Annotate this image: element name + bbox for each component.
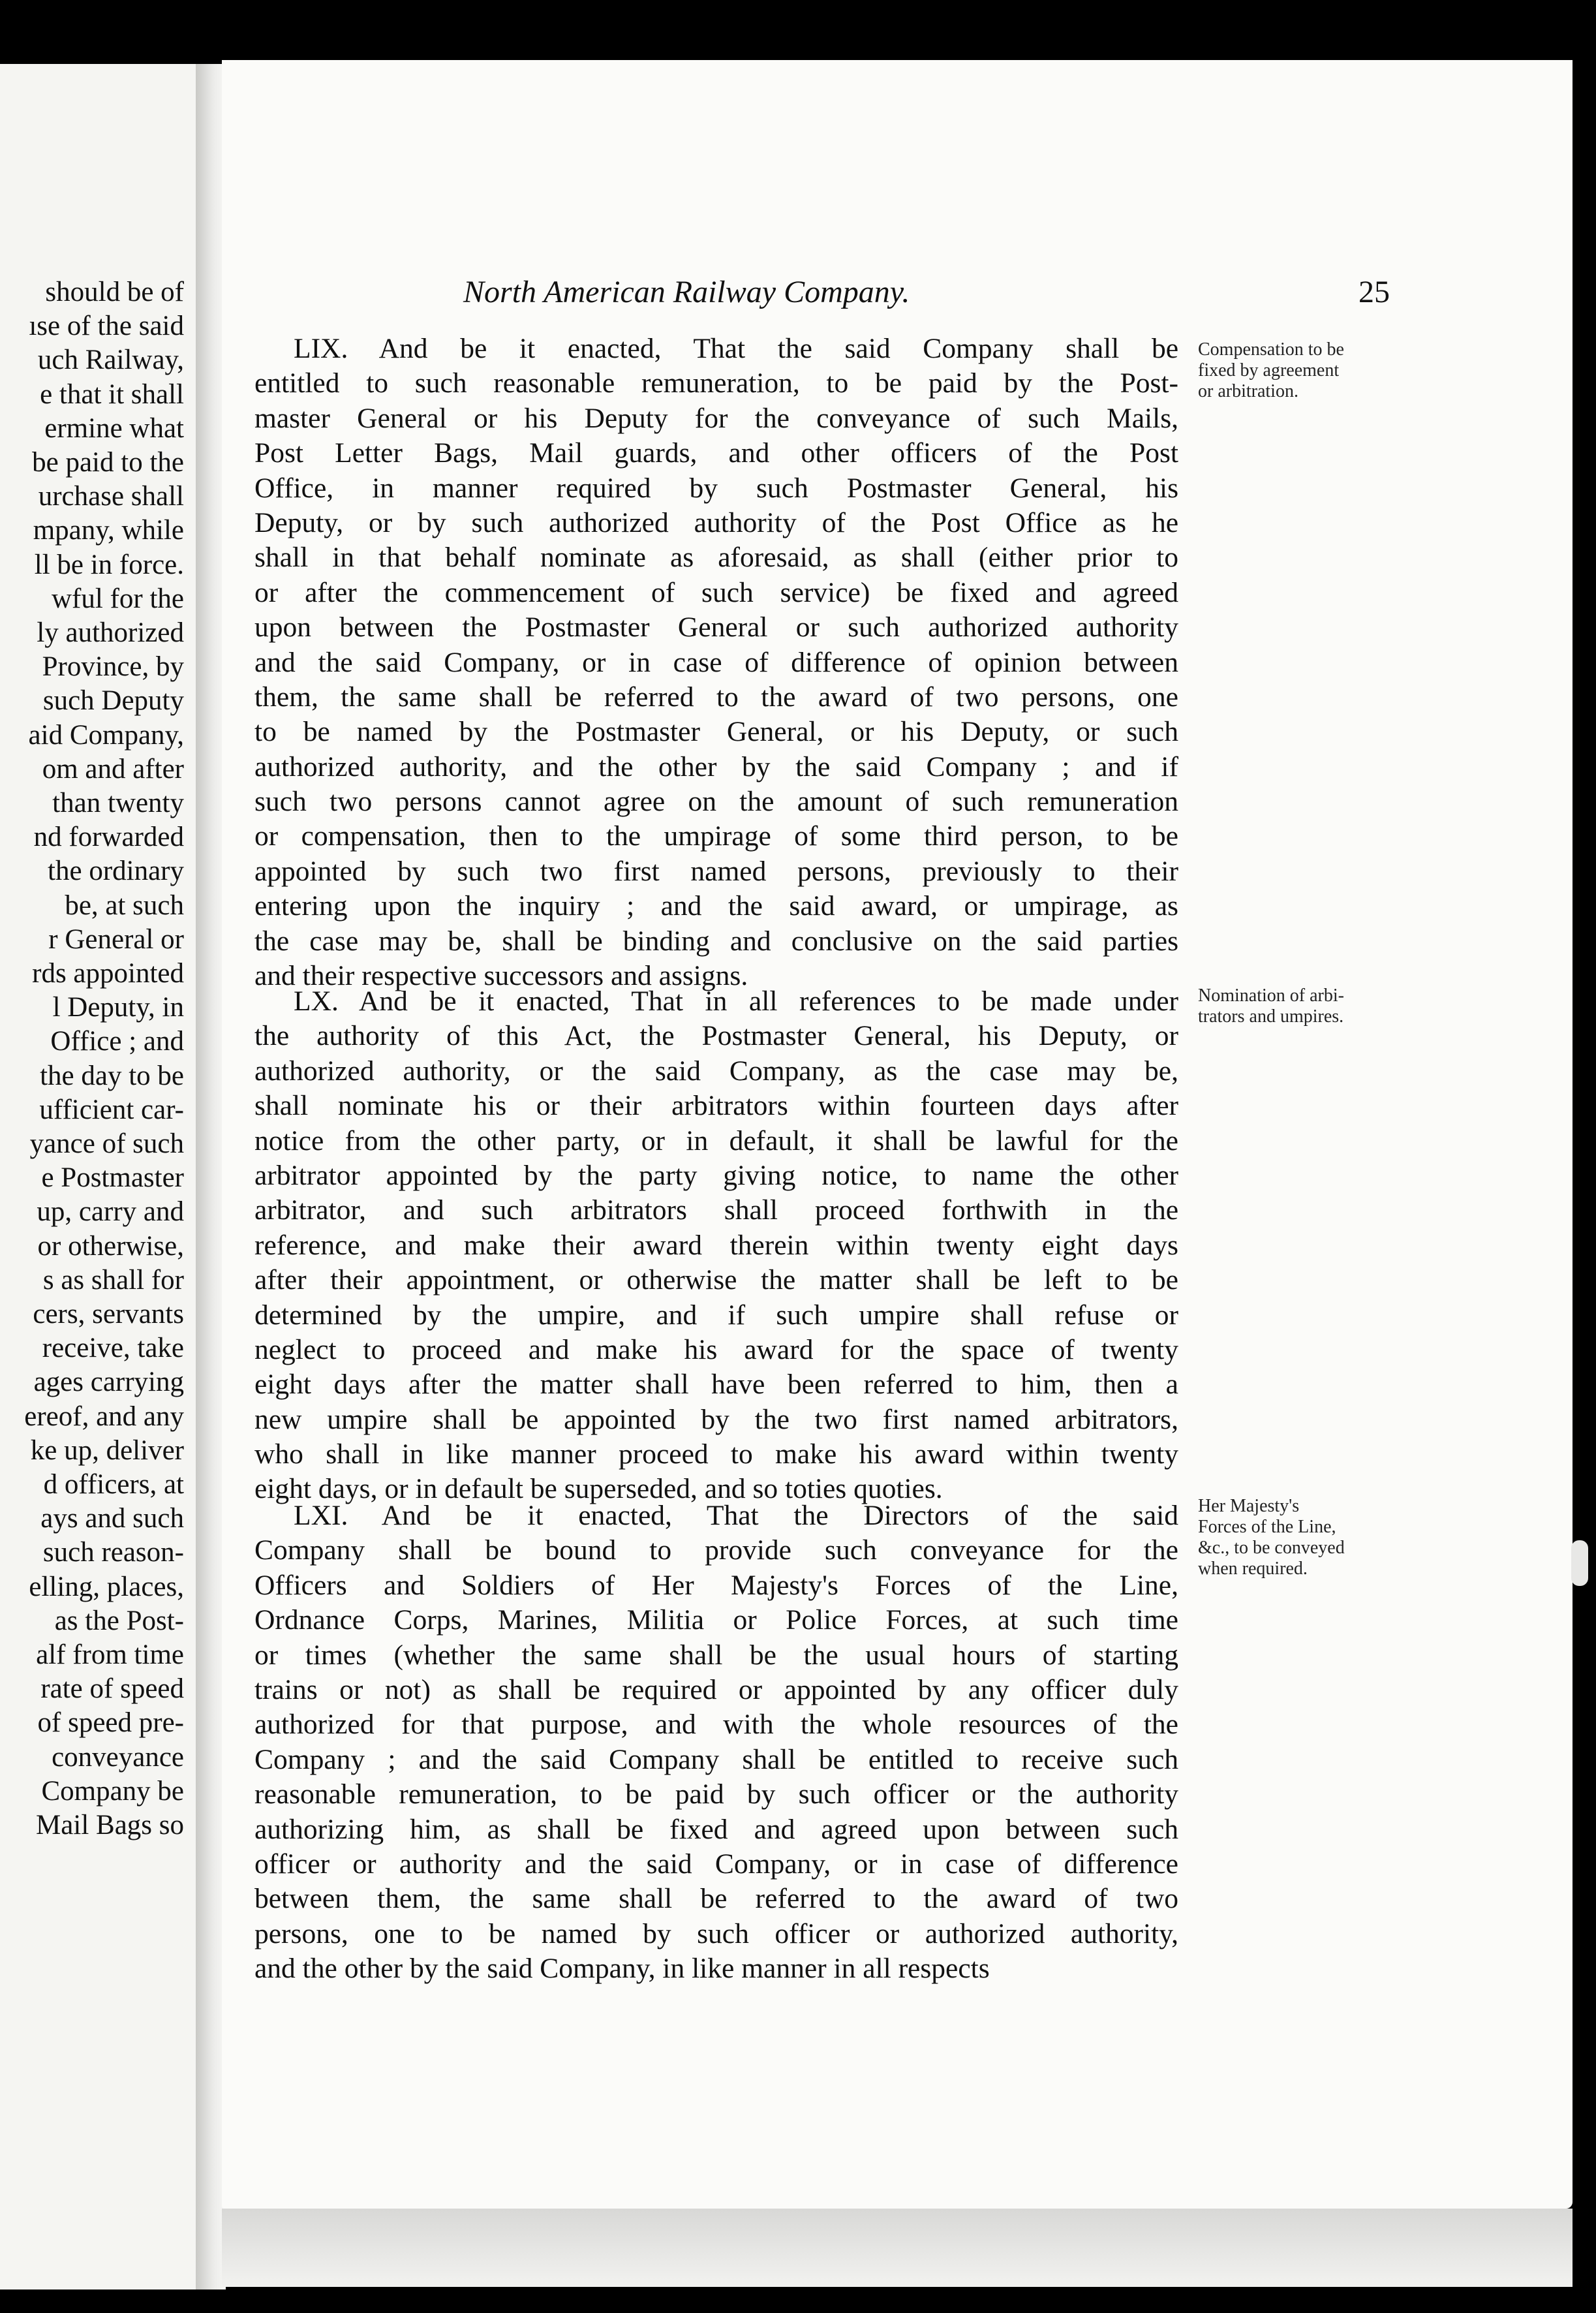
fragment-line: Mail Bags so [36, 1810, 184, 1840]
text-line: or after the commencement of such service) be fixed and agreed [254, 576, 1178, 608]
text-line: master General or his Deputy for the conveyance of such Mails, [254, 402, 1178, 434]
text-line: Officers and Soldiers of Her Majesty's Forces of the Line, [254, 1569, 1178, 1601]
text-line: eight days after the matter shall have been referred to him, then a [254, 1369, 1178, 1401]
text-line: Ordnance Corps, Marines, Militia or Police Forces, at such time [254, 1604, 1178, 1636]
fragment-line: wful for the [52, 583, 184, 614]
margin-note-forces [1198, 1496, 1407, 1579]
text-line: appointed by such two first named persons, previously to their [254, 855, 1178, 887]
fragment-line: ereof, and any [24, 1401, 184, 1432]
fragment-line: of speed pre- [37, 1707, 184, 1739]
text-line: notice from the other party, or in default, it shall be lawful for the [254, 1125, 1178, 1156]
text-line: persons, one to be named by such officer or authorized authority, [254, 1917, 1178, 1949]
text-line: Company ; and the said Company shall be entitled to receive such [254, 1743, 1178, 1775]
fragment-line: ays and such [40, 1503, 184, 1534]
text-line: trains or not) as shall be required or appointed by any officer duly [254, 1673, 1178, 1705]
fragment-line: d officers, at [43, 1469, 184, 1500]
text-line: Deputy, or by such authorized authority of the Post Office as he [254, 506, 1178, 538]
text-line: the case may be, shall be binding and conclusive on the said parties [254, 925, 1178, 957]
fragment-line: such Deputy [42, 685, 184, 717]
fragment-line: than twenty [52, 788, 184, 818]
fragment-line: e that it shall [40, 379, 184, 410]
fragment-line: ermine what [44, 412, 184, 444]
margin-note-line: trators and umpires. [1198, 1006, 1344, 1027]
text-line: authorized authority, or the said Company, as the case may be, [254, 1055, 1178, 1087]
fragment-line: alf from time [36, 1639, 184, 1670]
running-title: North American Railway Company. [463, 275, 910, 309]
text-line: reference, and make their award therein within twenty eight days [254, 1229, 1178, 1261]
text-line: Office, in manner required by such Postmaster General, his [254, 472, 1178, 504]
text-line: new umpire shall be appointed by the two first named arbitrators, [254, 1403, 1178, 1435]
text-line: arbitrator appointed by the party giving notice, to name the other [254, 1159, 1178, 1191]
margin-note-line: Her Majesty's [1198, 1496, 1300, 1516]
text-line: authorizing him, as shall be fixed and agreed upon between such [254, 1813, 1178, 1845]
margin-note-compensation [1198, 339, 1407, 402]
fragment-line: Company be [41, 1775, 184, 1807]
section-lix [254, 332, 1178, 993]
text-line: or times (whether the same shall be the usual hours of starting [254, 1639, 1178, 1671]
fragment-line: cers, servants [33, 1299, 184, 1329]
section-lx [254, 984, 1178, 1507]
margin-note-line: Forces of the Line, [1198, 1517, 1336, 1537]
text-line: shall in that behalf nominate as aforesaid, as shall (either prior to [254, 542, 1178, 574]
fragment-line: s as shall for [42, 1264, 184, 1296]
text-line: eight days, or in default be superseded, and so toties quoties. [254, 1473, 943, 1505]
text-line: who shall in like manner proceed to make his award within twenty [254, 1438, 1178, 1470]
fragment-line: or otherwise, [37, 1230, 184, 1262]
fragment-line: ke up, deliver [30, 1435, 184, 1466]
margin-note-line: fixed by agreement [1198, 360, 1340, 380]
text-line: and their respective successors and assigns. [254, 960, 748, 992]
text-line: or compensation, then to the umpirage of some third person, to be [254, 820, 1178, 852]
text-line: arbitrator, and such arbitrators shall proceed forthwith in the [254, 1194, 1178, 1226]
text-line: neglect to proceed and make his award for the space of twenty [254, 1333, 1178, 1365]
fragment-line: l Deputy, in [52, 992, 184, 1023]
text-line: LXI. And be it enacted, That the Directors of the said [294, 1500, 1178, 1531]
fragment-line: as the Post- [54, 1605, 184, 1636]
fragment-line: rate of speed [40, 1673, 184, 1705]
text-line: Company shall be bound to provide such conveyance for the [254, 1534, 1178, 1566]
text-line: entitled to such reasonable remuneration, to be paid by the Post- [254, 367, 1178, 399]
text-line: LX. And be it enacted, That in all references to be made under [294, 986, 1178, 1017]
fragment-line: yance of such [29, 1128, 184, 1159]
fragment-line: Office ; and [50, 1026, 184, 1057]
margin-note-line: Nomination of arbi- [1198, 986, 1344, 1006]
text-line: reasonable remuneration, to be paid by such officer or the authority [254, 1778, 1178, 1810]
fragment-line: conveyance [52, 1741, 184, 1773]
page-edge-shadow [222, 2209, 1573, 2287]
fragment-line: elling, places, [29, 1571, 184, 1602]
text-line: them, the same shall be referred to the award of two persons, one [254, 681, 1178, 713]
text-line: entering upon the inquiry ; and the said award, or umpirage, as [254, 890, 1178, 922]
fragment-line: rds appointed [32, 958, 184, 989]
previous-page-fragment [0, 64, 196, 2290]
fragment-line: om and after [42, 753, 184, 784]
paper-blemish [1571, 1540, 1588, 1586]
text-line: authorized for that purpose, and with the whole resources of the [254, 1709, 1178, 1741]
margin-note-line: or arbitration. [1198, 381, 1298, 401]
fragment-line: urchase shall [38, 481, 184, 512]
text-line: shall nominate his or their arbitrators within fourteen days after [254, 1090, 1178, 1122]
text-line: between them, the same shall be referred to the award of two [254, 1883, 1178, 1915]
page-number: 25 [1358, 275, 1390, 309]
fragment-line: up, carry and [37, 1196, 184, 1228]
fragment-line: be, at such [65, 890, 184, 921]
fragment-line: receive, take [42, 1333, 184, 1364]
fragment-line: the day to be [40, 1060, 184, 1091]
text-line: upon between the Postmaster General or such authorized authority [254, 612, 1178, 644]
margin-note-nomination [1198, 986, 1407, 1027]
text-line: authorized authority, and the other by the said Company ; and if [254, 751, 1178, 783]
margin-note-line: when required. [1198, 1559, 1308, 1579]
fragment-line: aid Company, [28, 719, 184, 751]
fragment-line: the ordinary [48, 856, 184, 887]
fragment-line: be paid to the [32, 447, 184, 478]
text-line: to be named by the Postmaster General, or his Deputy, or such [254, 716, 1178, 748]
text-line: and the said Company, or in case of difference of opinion between [254, 646, 1178, 678]
fragment-line: nd forwarded [33, 822, 184, 853]
text-line: LIX. And be it enacted, That the said Company shall be [294, 333, 1178, 364]
text-line: determined by the umpire, and if such umpire shall refuse or [254, 1299, 1178, 1331]
fragment-line: ly authorized [37, 617, 184, 648]
fragment-line: should be of [45, 277, 184, 307]
text-line: such two persons cannot agree on the amount of such remuneration [254, 786, 1178, 818]
text-line: after their appointment, or otherwise the matter shall be left to be [254, 1264, 1178, 1296]
text-line: the authority of this Act, the Postmaster General, his Deputy, or [254, 1020, 1178, 1052]
fragment-line: ll be in force. [34, 549, 184, 580]
fragment-line: uch Railway, [37, 345, 184, 376]
margin-note-line: &c., to be conveyed [1198, 1538, 1345, 1558]
fragment-line: ufficient car- [39, 1094, 184, 1125]
fragment-line: Province, by [42, 651, 184, 683]
fragment-line: e Postmaster [41, 1162, 184, 1194]
section-lxi [254, 1498, 1178, 1986]
fragment-line: ıse of the said [29, 311, 184, 342]
fragment-line: such reason- [42, 1537, 184, 1568]
fragment-line: ages carrying [33, 1367, 184, 1398]
fragment-line: mpany, while [33, 515, 184, 546]
margin-note-line: Compensation to be [1198, 339, 1344, 360]
text-line: Post Letter Bags, Mail guards, and other officers of the Post [254, 437, 1178, 469]
text-line: and the other by the said Company, in like manner in all respects [254, 1953, 990, 1985]
text-line: officer or authority and the said Company, or in case of difference [254, 1848, 1178, 1880]
fragment-line: r General or [48, 924, 184, 955]
